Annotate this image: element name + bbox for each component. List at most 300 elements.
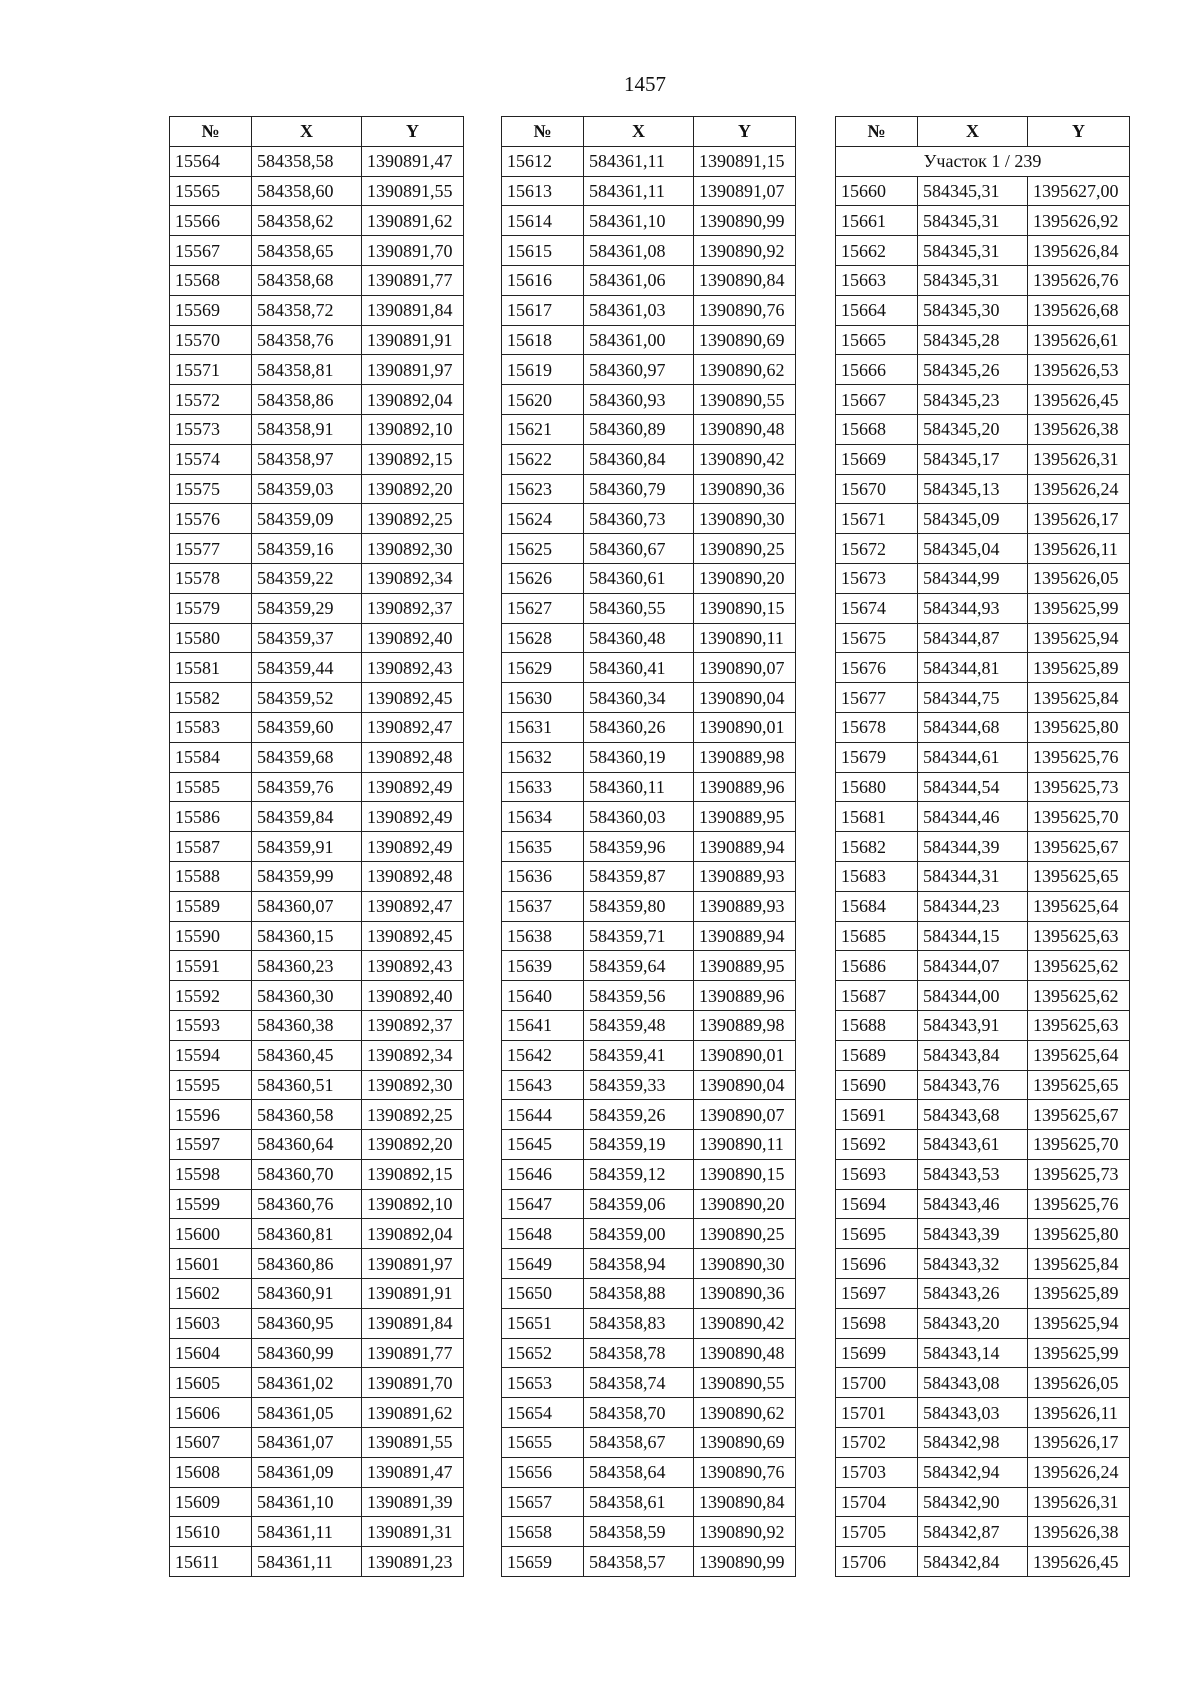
x-value: 584360,26 [584,712,694,742]
x-value: 584359,84 [252,802,362,832]
point-number: 15695 [836,1219,918,1249]
y-value: 1390892,04 [362,1219,464,1249]
x-value: 584345,09 [918,504,1028,534]
table-row [836,385,1130,415]
y-value: 1390892,48 [362,861,464,891]
point-number: 15568 [170,265,252,295]
point-number: 15668 [836,414,918,444]
x-value: 584359,56 [584,981,694,1011]
x-value: 584358,81 [252,355,362,385]
point-number: 15564 [170,146,252,176]
point-number: 15670 [836,474,918,504]
table-row [170,1249,464,1279]
y-value: 1390892,47 [362,891,464,921]
y-value: 1390891,77 [362,265,464,295]
table-row [170,1338,464,1368]
y-value: 1395627,00 [1028,176,1130,206]
point-number: 15683 [836,861,918,891]
point-number: 15687 [836,981,918,1011]
x-value: 584360,73 [584,504,694,534]
point-number: 15626 [502,563,584,593]
x-value: 584360,34 [584,683,694,713]
y-value: 1395625,64 [1028,891,1130,921]
y-value: 1390890,84 [694,1487,796,1517]
y-value: 1390891,55 [362,176,464,206]
table-row [836,1130,1130,1160]
y-value: 1390890,48 [694,1338,796,1368]
coordinates-table-1 [169,116,464,1577]
x-value: 584344,54 [918,772,1028,802]
x-value: 584342,94 [918,1457,1028,1487]
y-value: 1390892,20 [362,474,464,504]
y-value: 1395626,31 [1028,1487,1130,1517]
y-value: 1390891,39 [362,1487,464,1517]
point-number: 15697 [836,1279,918,1309]
y-value: 1395626,11 [1028,534,1130,564]
x-value: 584343,91 [918,1010,1028,1040]
table-row [170,951,464,981]
x-value: 584345,31 [918,265,1028,295]
y-value: 1395625,73 [1028,772,1130,802]
y-value: 1390892,45 [362,921,464,951]
point-number: 15599 [170,1189,252,1219]
point-number: 15572 [170,385,252,415]
y-value: 1390892,20 [362,1130,464,1160]
table-row [502,563,796,593]
x-value: 584360,70 [252,1159,362,1189]
table-row [502,1219,796,1249]
point-number: 15581 [170,653,252,683]
point-number: 15633 [502,772,584,802]
table-row [502,981,796,1011]
table-row [502,712,796,742]
point-number: 15587 [170,832,252,862]
table-row [836,802,1130,832]
table-row [170,861,464,891]
table-row [502,1100,796,1130]
y-value: 1390892,47 [362,712,464,742]
point-number: 15565 [170,176,252,206]
table-row [170,385,464,415]
x-value: 584343,53 [918,1159,1028,1189]
point-number: 15677 [836,683,918,713]
point-number: 15615 [502,236,584,266]
point-number: 15583 [170,712,252,742]
table-row [502,742,796,772]
point-number: 15628 [502,623,584,653]
table-row [170,1457,464,1487]
table-row [170,1189,464,1219]
table-row [836,1249,1130,1279]
x-value: 584361,05 [252,1398,362,1428]
y-value: 1390890,99 [694,1547,796,1577]
y-value: 1390892,34 [362,563,464,593]
x-value: 584361,11 [584,176,694,206]
table-row [836,474,1130,504]
point-number: 15595 [170,1070,252,1100]
header-number: № [170,117,252,147]
table-row [502,1130,796,1160]
point-number: 15659 [502,1547,584,1577]
x-value: 584342,84 [918,1547,1028,1577]
point-number: 15570 [170,325,252,355]
point-number: 15653 [502,1368,584,1398]
table-row [836,504,1130,534]
x-value: 584345,23 [918,385,1028,415]
table-row [502,1517,796,1547]
table-row [502,1070,796,1100]
y-value: 1390890,20 [694,563,796,593]
point-number: 15578 [170,563,252,593]
y-value: 1390890,04 [694,683,796,713]
table-row [502,1487,796,1517]
x-value: 584344,15 [918,921,1028,951]
table-row [836,325,1130,355]
x-value: 584359,87 [584,861,694,891]
y-value: 1395626,38 [1028,1517,1130,1547]
x-value: 584358,65 [252,236,362,266]
x-value: 584359,68 [252,742,362,772]
point-number: 15593 [170,1010,252,1040]
x-value: 584359,16 [252,534,362,564]
point-number: 15702 [836,1428,918,1458]
y-value: 1390891,91 [362,325,464,355]
table-row [836,891,1130,921]
point-number: 15611 [170,1547,252,1577]
x-value: 584344,93 [918,593,1028,623]
point-number: 15676 [836,653,918,683]
y-value: 1395625,80 [1028,1219,1130,1249]
table-row [836,176,1130,206]
table-row [502,1010,796,1040]
point-number: 15590 [170,921,252,951]
table-row [170,1398,464,1428]
y-value: 1390892,15 [362,1159,464,1189]
y-value: 1390892,30 [362,1070,464,1100]
y-value: 1390892,49 [362,772,464,802]
point-number: 15643 [502,1070,584,1100]
x-value: 584359,09 [252,504,362,534]
y-value: 1390890,15 [694,593,796,623]
table-row [836,1368,1130,1398]
x-value: 584361,10 [252,1487,362,1517]
point-number: 15591 [170,951,252,981]
point-number: 15636 [502,861,584,891]
x-value: 584360,03 [584,802,694,832]
y-value: 1390889,94 [694,832,796,862]
x-value: 584359,91 [252,832,362,862]
x-value: 584360,79 [584,474,694,504]
point-number: 15631 [502,712,584,742]
y-value: 1390890,04 [694,1070,796,1100]
table-row [502,772,796,802]
x-value: 584361,10 [584,206,694,236]
table-row [170,414,464,444]
table-row [502,683,796,713]
y-value: 1395625,62 [1028,981,1130,1011]
x-value: 584344,81 [918,653,1028,683]
table-row [502,265,796,295]
x-value: 584344,87 [918,623,1028,653]
point-number: 15664 [836,295,918,325]
y-value: 1390890,99 [694,206,796,236]
point-number: 15606 [170,1398,252,1428]
point-number: 15620 [502,385,584,415]
table-row [502,1308,796,1338]
header-y: Y [694,117,796,147]
table-row [502,653,796,683]
x-value: 584343,46 [918,1189,1028,1219]
point-number: 15688 [836,1010,918,1040]
y-value: 1390890,76 [694,1457,796,1487]
y-value: 1395625,84 [1028,1249,1130,1279]
table-row [836,1219,1130,1249]
table-row [170,742,464,772]
y-value: 1390892,37 [362,593,464,623]
table-row [170,1040,464,1070]
y-value: 1390890,62 [694,1398,796,1428]
y-value: 1395626,24 [1028,1457,1130,1487]
point-number: 15597 [170,1130,252,1160]
y-value: 1390890,69 [694,325,796,355]
table-row [836,444,1130,474]
point-number: 15616 [502,265,584,295]
x-value: 584360,93 [584,385,694,415]
table-row [836,1457,1130,1487]
y-value: 1390891,62 [362,1398,464,1428]
x-value: 584358,74 [584,1368,694,1398]
x-value: 584345,31 [918,206,1028,236]
y-value: 1390892,34 [362,1040,464,1070]
point-number: 15694 [836,1189,918,1219]
y-value: 1395625,99 [1028,593,1130,623]
table-row [170,1487,464,1517]
table-row [502,1159,796,1189]
x-value: 584345,31 [918,176,1028,206]
point-number: 15667 [836,385,918,415]
y-value: 1395626,38 [1028,414,1130,444]
x-value: 584360,15 [252,921,362,951]
x-value: 584360,95 [252,1308,362,1338]
point-number: 15665 [836,325,918,355]
x-value: 584345,26 [918,355,1028,385]
x-value: 584344,23 [918,891,1028,921]
x-value: 584344,31 [918,861,1028,891]
table-row [170,1547,464,1577]
y-value: 1390890,92 [694,1517,796,1547]
point-number: 15675 [836,623,918,653]
y-value: 1390889,98 [694,1010,796,1040]
point-number: 15641 [502,1010,584,1040]
y-value: 1395626,92 [1028,206,1130,236]
y-value: 1395625,70 [1028,1130,1130,1160]
x-value: 584345,04 [918,534,1028,564]
table-row [502,355,796,385]
y-value: 1390890,84 [694,265,796,295]
y-value: 1395626,61 [1028,325,1130,355]
y-value: 1390891,70 [362,1368,464,1398]
x-value: 584360,23 [252,951,362,981]
point-number: 15624 [502,504,584,534]
point-number: 15571 [170,355,252,385]
y-value: 1390890,15 [694,1159,796,1189]
table-row [502,921,796,951]
section-row [836,146,1130,176]
y-value: 1395625,70 [1028,802,1130,832]
point-number: 15699 [836,1338,918,1368]
x-value: 584361,08 [584,236,694,266]
x-value: 584361,00 [584,325,694,355]
x-value: 584359,33 [584,1070,694,1100]
table-row [836,712,1130,742]
x-value: 584361,11 [252,1517,362,1547]
table-row [170,1428,464,1458]
y-value: 1390890,25 [694,1219,796,1249]
point-number: 15642 [502,1040,584,1070]
header-x: X [252,117,362,147]
table-row [836,1040,1130,1070]
y-value: 1395626,24 [1028,474,1130,504]
point-number: 15647 [502,1189,584,1219]
y-value: 1390889,95 [694,802,796,832]
table-row [170,534,464,564]
y-value: 1390890,30 [694,1249,796,1279]
y-value: 1395625,65 [1028,1070,1130,1100]
x-value: 584345,31 [918,236,1028,266]
x-value: 584359,00 [584,1219,694,1249]
point-number: 15629 [502,653,584,683]
table-row [170,265,464,295]
y-value: 1390890,25 [694,534,796,564]
point-number: 15619 [502,355,584,385]
table-row [836,1070,1130,1100]
x-value: 584358,67 [584,1428,694,1458]
point-number: 15662 [836,236,918,266]
table-row [836,563,1130,593]
y-value: 1390890,11 [694,623,796,653]
coordinates-table-3 [835,116,1130,1577]
table-row [836,295,1130,325]
point-number: 15679 [836,742,918,772]
table-row [836,1428,1130,1458]
point-number: 15706 [836,1547,918,1577]
y-value: 1390890,01 [694,712,796,742]
point-number: 15690 [836,1070,918,1100]
point-number: 15625 [502,534,584,564]
point-number: 15673 [836,563,918,593]
table-row [836,355,1130,385]
x-value: 584358,62 [252,206,362,236]
point-number: 15569 [170,295,252,325]
x-value: 584358,68 [252,265,362,295]
x-value: 584360,38 [252,1010,362,1040]
x-value: 584360,97 [584,355,694,385]
table-header-row [170,117,464,147]
y-value: 1395625,67 [1028,832,1130,862]
x-value: 584359,37 [252,623,362,653]
table-row [502,146,796,176]
table-row [502,951,796,981]
table-row [170,1517,464,1547]
x-value: 584343,14 [918,1338,1028,1368]
point-number: 15609 [170,1487,252,1517]
y-value: 1395626,45 [1028,1547,1130,1577]
x-value: 584360,55 [584,593,694,623]
y-value: 1395626,11 [1028,1398,1130,1428]
y-value: 1390890,92 [694,236,796,266]
x-value: 584344,46 [918,802,1028,832]
point-number: 15627 [502,593,584,623]
x-value: 584343,26 [918,1279,1028,1309]
x-value: 584343,20 [918,1308,1028,1338]
point-number: 15612 [502,146,584,176]
header-number: № [836,117,918,147]
table-row [170,1368,464,1398]
table-row [836,861,1130,891]
x-value: 584358,70 [584,1398,694,1428]
y-value: 1390889,95 [694,951,796,981]
x-value: 584360,61 [584,563,694,593]
x-value: 584344,99 [918,563,1028,593]
y-value: 1390891,70 [362,236,464,266]
point-number: 15608 [170,1457,252,1487]
y-value: 1395625,63 [1028,921,1130,951]
point-number: 15649 [502,1249,584,1279]
x-value: 584360,51 [252,1070,362,1100]
y-value: 1390889,93 [694,891,796,921]
x-value: 584344,68 [918,712,1028,742]
y-value: 1395626,84 [1028,236,1130,266]
x-value: 584343,08 [918,1368,1028,1398]
point-number: 15669 [836,444,918,474]
table-row [502,1398,796,1428]
point-number: 15566 [170,206,252,236]
point-number: 15648 [502,1219,584,1249]
point-number: 15701 [836,1398,918,1428]
table-row [170,1010,464,1040]
y-value: 1390890,36 [694,1279,796,1309]
table-row [502,593,796,623]
y-value: 1395625,99 [1028,1338,1130,1368]
x-value: 584343,84 [918,1040,1028,1070]
y-value: 1390889,98 [694,742,796,772]
table-row [170,712,464,742]
y-value: 1390891,15 [694,146,796,176]
point-number: 15674 [836,593,918,623]
x-value: 584359,19 [584,1130,694,1160]
point-number: 15681 [836,802,918,832]
point-number: 15589 [170,891,252,921]
y-value: 1395625,63 [1028,1010,1130,1040]
x-value: 584360,76 [252,1189,362,1219]
x-value: 584343,68 [918,1100,1028,1130]
table-row [170,653,464,683]
point-number: 15680 [836,772,918,802]
x-value: 584358,91 [252,414,362,444]
x-value: 584360,81 [252,1219,362,1249]
point-number: 15645 [502,1130,584,1160]
x-value: 584358,59 [584,1517,694,1547]
x-value: 584344,61 [918,742,1028,772]
table-row [502,802,796,832]
y-value: 1390891,97 [362,355,464,385]
y-value: 1390890,20 [694,1189,796,1219]
point-number: 15582 [170,683,252,713]
point-number: 15622 [502,444,584,474]
x-value: 584359,71 [584,921,694,951]
point-number: 15657 [502,1487,584,1517]
y-value: 1395626,53 [1028,355,1130,385]
